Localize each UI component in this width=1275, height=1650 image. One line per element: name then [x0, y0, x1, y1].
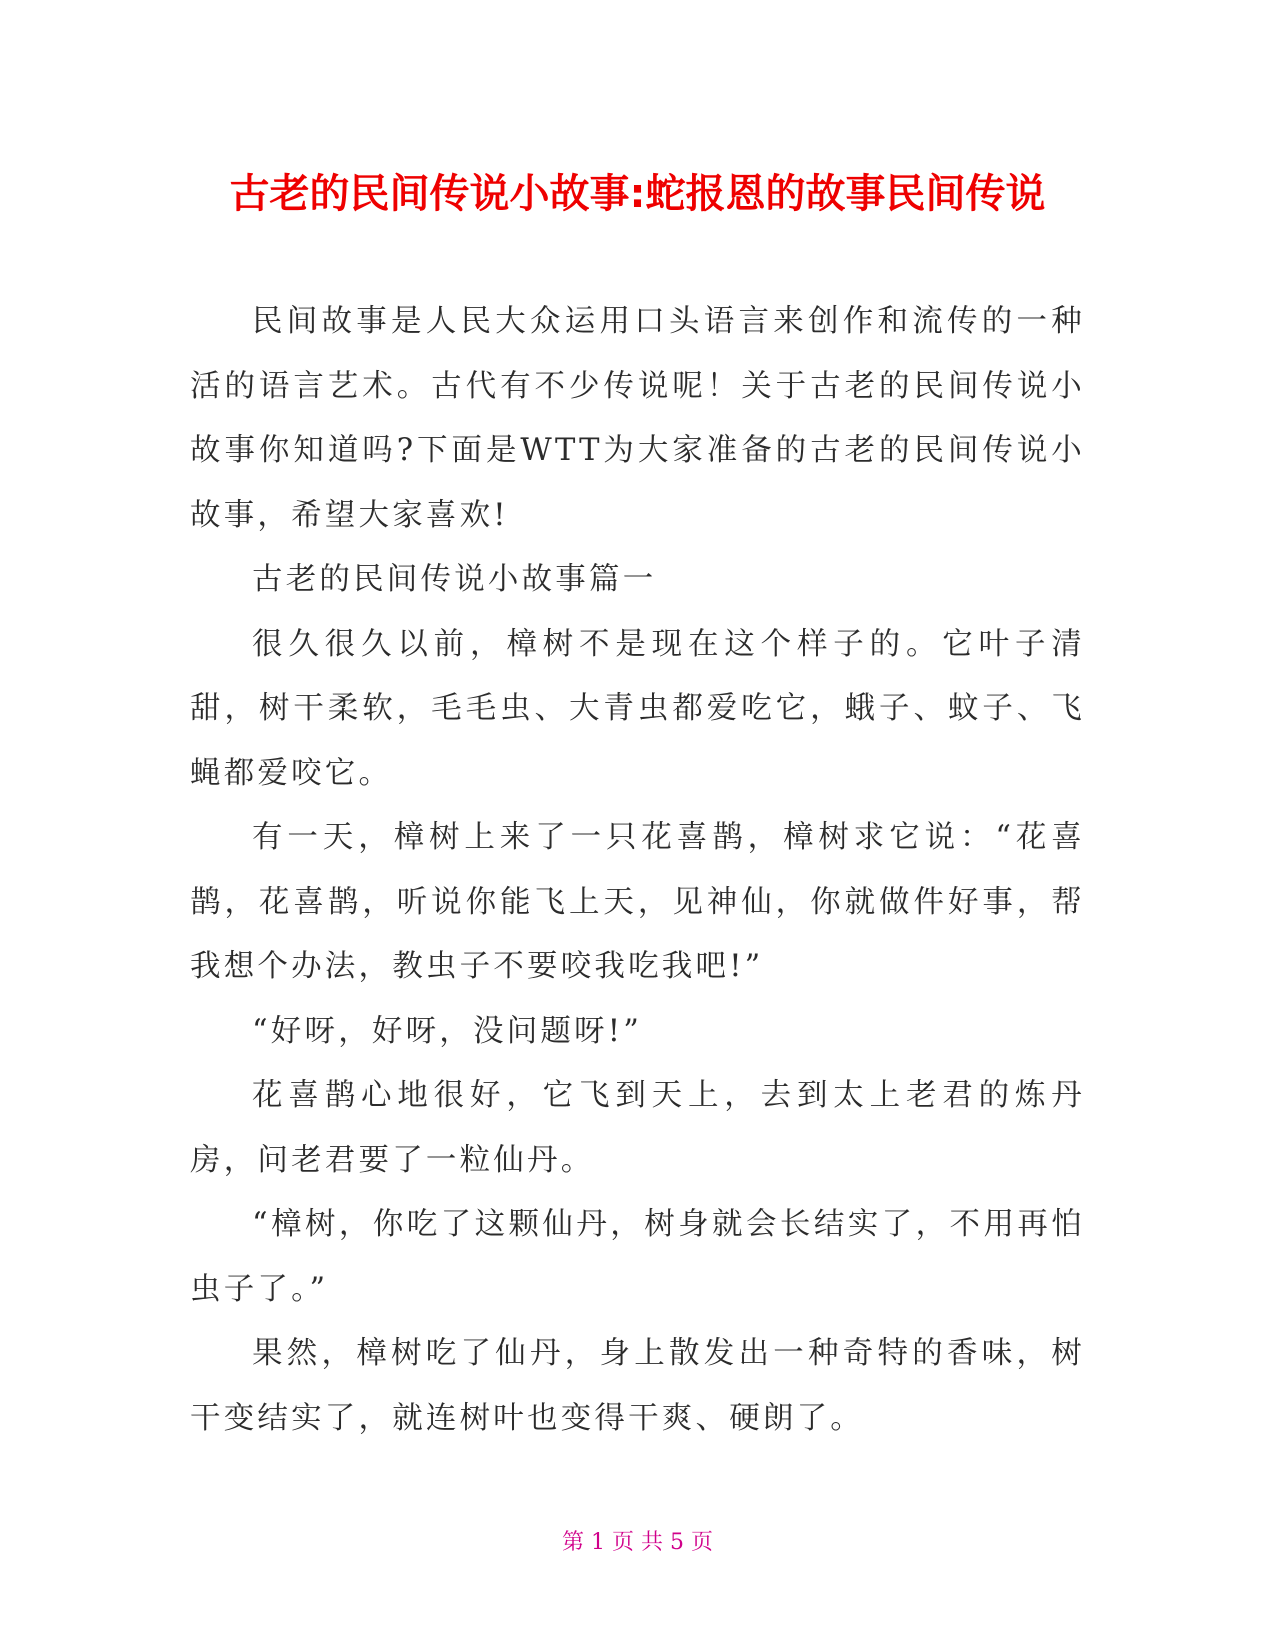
paragraph: “樟树，你吃了这颗仙丹，树身就会长结实了，不用再怕虫子了。”: [190, 1207, 1085, 1307]
paragraph: “好呀，好呀，没问题呀!”: [252, 1013, 643, 1049]
page-number-footer: 第 1 页 共 5 页: [562, 1530, 713, 1555]
paragraph-intro: 民间故事是人民大众运用口头语言来创作和流传的一种活的语言艺术。古代有不少传说呢！关于古老的民间传说小故事你知道吗?下面是WTT为大家准备的古老的民间传说小故事，希望大家喜欢!: [190, 304, 1085, 533]
section-heading: 古老的民间传说小故事篇一: [252, 562, 657, 597]
paragraph: 果然，樟树吃了仙丹，身上散发出一种奇特的香味，树干变结实了，就连树叶也变得干爽、硬朗了。: [190, 1336, 1085, 1436]
document-body: [190, 290, 1085, 1451]
paragraph: 有一天，樟树上来了一只花喜鹊，樟树求它说：“花喜鹊，花喜鹊，听说你能飞上天，见神仙，你就做件好事，帮我想个办法，教虫子不要咬我吃我吧!”: [190, 820, 1085, 984]
paragraph: 很久很久以前，樟树不是现在这个样子的。它叶子清甜，树干柔软，毛毛虫、大青虫都爱吃它，蛾子、蚊子、飞蝇都爱咬它。: [190, 626, 1085, 791]
document-title: 古老的民间传说小故事:蛇报恩的故事民间传说: [229, 171, 1046, 217]
paragraph: 花喜鹊心地很好，它飞到天上，去到太上老君的炼丹房，问老君要了一粒仙丹。: [190, 1078, 1085, 1178]
